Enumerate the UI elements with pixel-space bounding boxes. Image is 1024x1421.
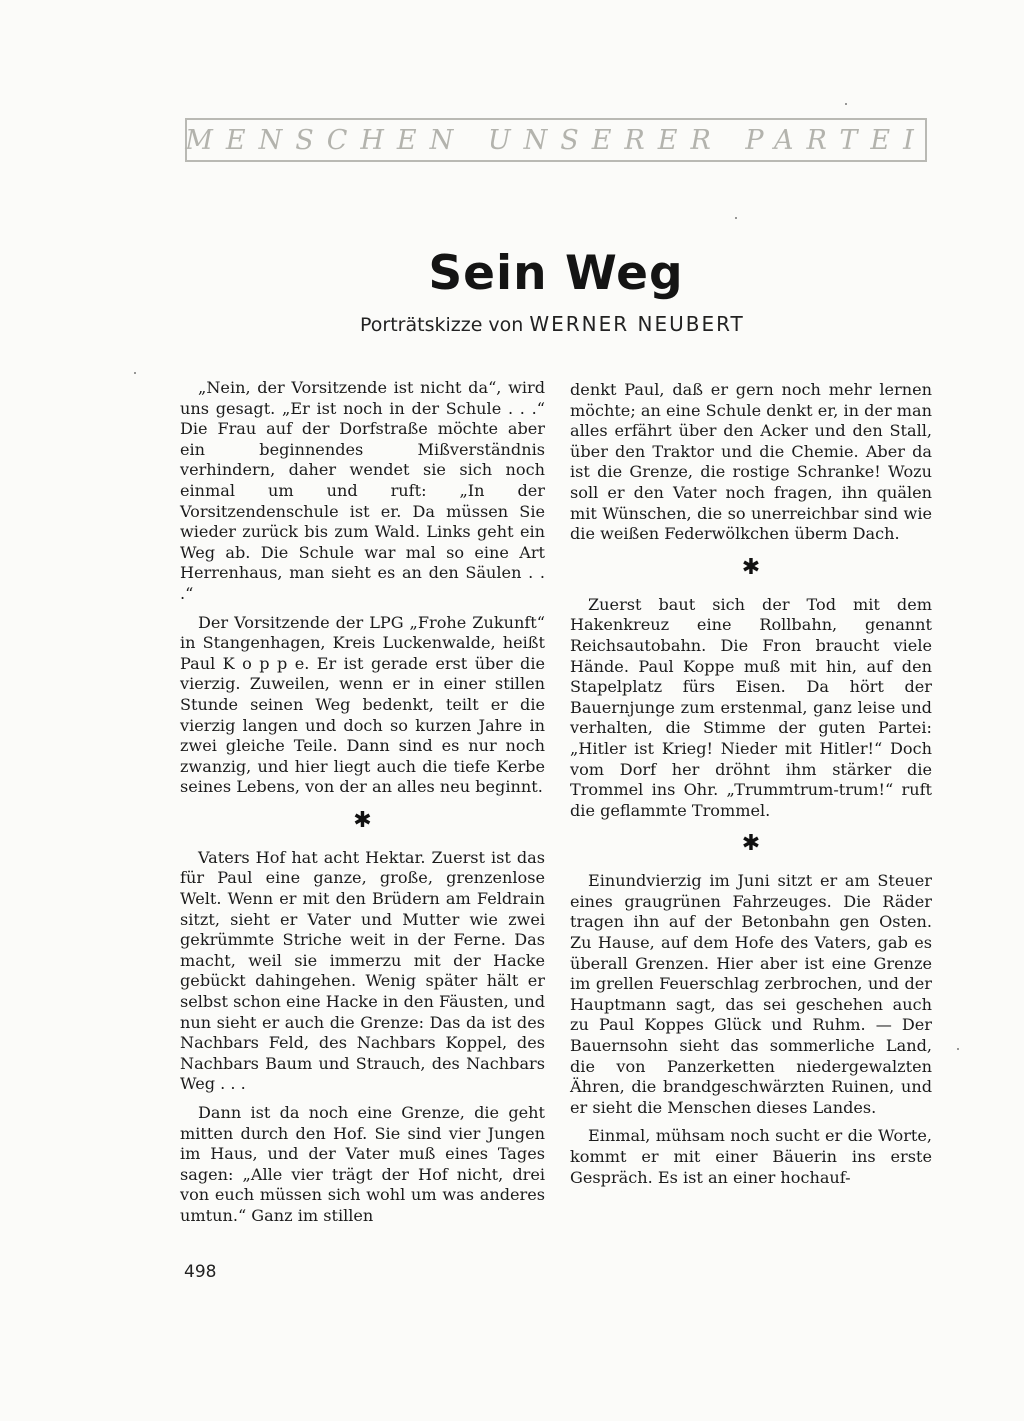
subtitle-prefix: Porträtskizze von [360, 314, 524, 336]
paper-speck [845, 103, 847, 105]
section-separator-star: ✱ [353, 807, 372, 833]
right-paragraph-1: denkt Paul, daß er gern noch mehr lernen möchte; an eine Schule denkt er, in der man alles erfährt über den Acker und den Stall, über den Traktor und die Chemie. Aber da ist die Grenze, die rostige Schranke! Wozu soll er den Vater noch fragen, ihn quälen mit Wünschen, die so unerreichbar sind wie die weißen Federwölkchen überm Dach. [570, 380, 932, 544]
article-subtitle [360, 312, 760, 336]
page-number: 498 [184, 1262, 217, 1282]
left-paragraph-4: Dann ist da noch eine Grenze, die geht mitten durch den Hof. Sie sind vier Jungen im Haus, und der Vater muß eines Tages sagen: „Alle vier trägt der Hof nicht, drei von euch müssen sich wohl um was anderes umtun.“ Ganz im stillen [180, 1103, 545, 1225]
paper-speck [735, 217, 737, 219]
right-column [570, 380, 932, 1196]
paper-speck [957, 1048, 959, 1050]
section-title: MENSCHEN UNSERER PARTEI [185, 124, 927, 156]
section-separator-star: ✱ [741, 554, 761, 580]
left-paragraph-3: Vaters Hof hat acht Hektar. Zuerst ist das für Paul eine ganze, große, grenzenlose Welt. Wenn er mit den Brüdern am Feldrain sitzt, sieht er Vater und Mutter wie zwei gekrümmte Striche weit in der Ferne. Das macht, weil sie immerzu mit der Hacke gebückt dahingehen. Wenig später hält er selbst schon eine Hacke in den Fäusten, und nun sieht er auch die Grenze: Das da ist des Nachbars Feld, des Nachbars Koppel, des Nachbars Baum und Strauch, des Nachbars Weg . . . [180, 847, 545, 1094]
paper-speck [134, 372, 136, 374]
author-name: WERNER NEUBERT [529, 312, 745, 336]
article-title: Sein Weg [428, 246, 684, 301]
right-paragraph-4: Einmal, mühsam noch sucht er die Worte, kommt er mit einer Bäuerin ins erste Gespräch. Es ist an einer hochauf- [570, 1126, 932, 1187]
left-column [180, 378, 545, 1235]
right-paragraph-2: Zuerst baut sich der Tod mit dem Hakenkreuz eine Rollbahn, genannt Reichsautobahn. Die Fron braucht viele Hände. Paul Koppe muß mit hin, auf den Stapelplatz fürs Eisen. Da hört der Bauernjunge zum erstenmal, ganz leise und verhalten, die Stimme der guten Partei: „Hitler ist Krieg! Nieder mit Hitler!“ Doch vom Dorf her dröhnt ihm stärker die Trommel ins Ohr. „Trummtrum-trum!“ ruft die geflammte Trommel. [570, 594, 932, 820]
left-paragraph-1: „Nein, der Vorsitzende ist nicht da“, wird uns gesagt. „Er ist noch in der Schule . . .“ Die Frau auf der Dorfstraße möchte aber ein beginnendes Mißverständnis verhindern, daher wendet sie sich noch einmal um und ruft: „In der Vorsitzendenschule ist er. Da müssen Sie wieder zurück bis zum Wald. Links geht ein Weg ab. Die Schule war mal so eine Art Herrenhaus, man sieht es an den Säulen . . .“ [180, 378, 545, 603]
section-header-box [185, 118, 927, 162]
section-separator-star: ✱ [741, 831, 761, 857]
left-paragraph-2: Der Vorsitzende der LPG „Frohe Zukunft“ in Stangenhagen, Kreis Luckenwalde, heißt Paul K o p p e. Er ist gerade erst über die vierzig. Zuweilen, wenn er in einer stillen Stunde seinen Weg bedenkt, teilt er die vierzig langen und doch so kurzen Jahre in zwei gleiche Teile. Dann sind es nur noch zwanzig, und hier liegt auch die tiefe Kerbe seines Lebens, von der an alles neu beginnt. [180, 612, 545, 797]
right-paragraph-3: Einundvierzig im Juni sitzt er am Steuer eines graugrünen Fahrzeuges. Die Räder tragen ihn auf der Betonbahn gen Osten. Zu Hause, auf dem Hofe des Vaters, gab es überall Grenzen. Hier aber ist eine Grenze im grellen Feuerschlag zerbrochen, und der Hauptmann sagt, das sei geschehen auch zu Paul Koppes Glück und Ruhm. — Der Bauernsohn sieht das sommerliche Land, die von Panzerketten niedergewalzten Ähren, die brandgeschwärzten Ruinen, und er sieht die Menschen dieses Landes. [570, 871, 932, 1117]
